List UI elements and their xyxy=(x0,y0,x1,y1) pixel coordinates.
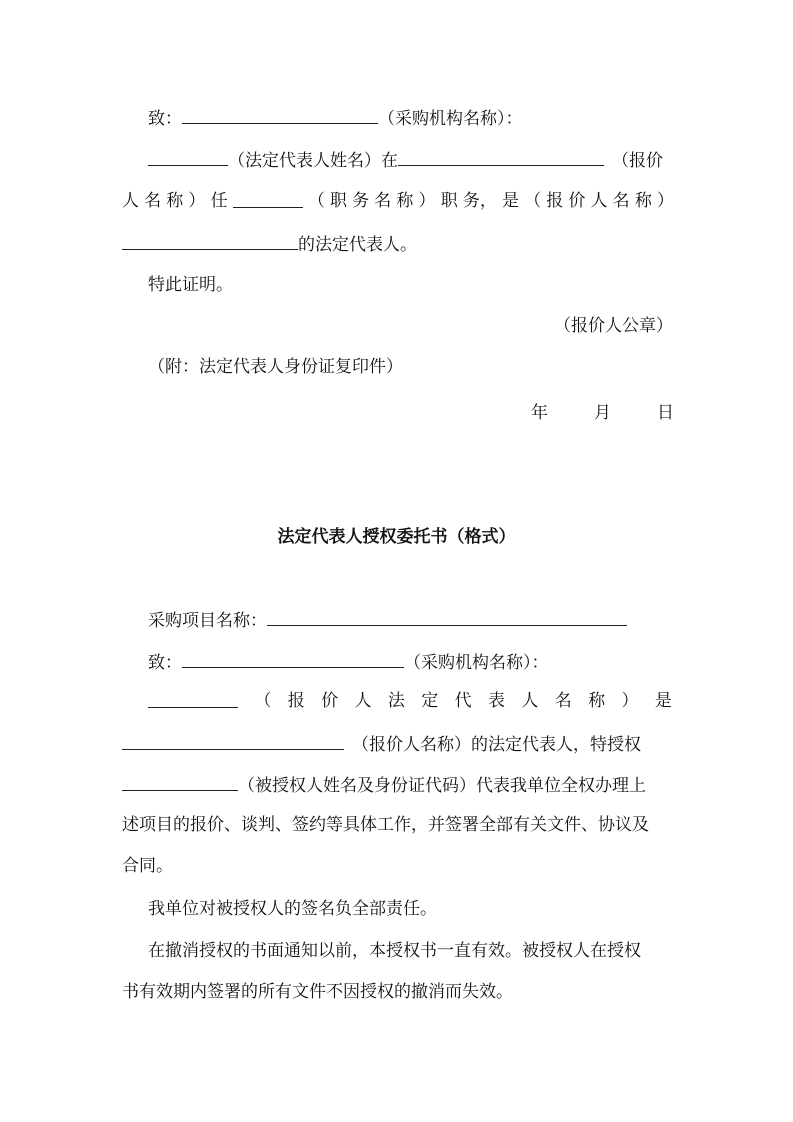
p2-m15: ） xyxy=(656,191,674,211)
auth-p2-suffix: （报价人名称）的法定代表人，特授权 xyxy=(352,735,641,755)
auth-p3-suffix: （被授权人姓名及身份证代码）代表我单位全权办理上 xyxy=(238,776,646,796)
attachment-note: （附：法定代表人身份证复印件） xyxy=(148,357,403,377)
a1-c10: 称 xyxy=(588,691,606,711)
a1-c9: 名 xyxy=(554,691,572,711)
rep-text-a: （法定代表人姓名）在 xyxy=(228,151,398,171)
p2-m6: 职 xyxy=(440,191,458,211)
to-line-1 xyxy=(148,106,523,130)
to-prefix: 致： xyxy=(148,109,182,129)
project-line xyxy=(148,608,627,632)
to-line-2 xyxy=(148,650,549,674)
authorized-person-blank[interactable] xyxy=(122,773,238,791)
seal-text: （报价人公章） xyxy=(554,316,673,336)
project-blank[interactable] xyxy=(267,608,627,626)
p2-m5: ） xyxy=(418,191,436,211)
p2-m3: 名 xyxy=(374,191,392,211)
to-suffix-2: （采购机构名称）： xyxy=(404,653,549,673)
auth-line-2 xyxy=(122,732,641,756)
auth-line-4: 述项目的报价、谈判、签约等具体工作，并签署全部有关文件、协议及 xyxy=(122,815,649,835)
rep-line-2 xyxy=(122,190,674,212)
validity-line-1: 在撤消授权的书面通知以前，本授权书一直有效。被授权人在授权 xyxy=(148,941,641,961)
a1-c2: 价 xyxy=(321,691,339,711)
to-prefix-2: 致： xyxy=(148,653,182,673)
a1-c8: 人 xyxy=(521,691,539,711)
a1-c0: （ xyxy=(254,691,272,711)
day-label: 日 xyxy=(657,403,674,423)
p2-m2: 务 xyxy=(352,191,370,211)
auth-line-5: 合同。 xyxy=(122,856,173,876)
auth-line-1 xyxy=(148,690,672,712)
a1-c12: 是 xyxy=(654,691,672,711)
p2-c2: 称 xyxy=(166,191,184,211)
to-suffix: （采购机构名称）： xyxy=(378,109,523,129)
month-label: 月 xyxy=(594,403,611,423)
validity-line-2: 书有效期内签署的所有文件不因授权的撤消而失效。 xyxy=(122,982,513,1002)
p2-m8: 是 xyxy=(501,191,519,211)
agency-blank-2[interactable] xyxy=(182,650,404,668)
p2-m13: 名 xyxy=(612,191,630,211)
p2-c4: 任 xyxy=(210,191,228,211)
auth-line-3 xyxy=(122,773,646,797)
p2-m0: （ xyxy=(307,191,325,211)
rep-name-blank[interactable] xyxy=(148,148,228,166)
a1-c1: 报 xyxy=(287,691,305,711)
a1-c6: 代 xyxy=(454,691,472,711)
agency-blank[interactable] xyxy=(182,106,378,124)
year-label: 年 xyxy=(531,403,548,423)
p2-m11: 价 xyxy=(568,191,586,211)
page-title: 法定代表人授权委托书（格式） xyxy=(277,527,516,547)
a1-c5: 定 xyxy=(421,691,439,711)
p2-m14: 称 xyxy=(634,191,652,211)
a1-c3: 人 xyxy=(354,691,372,711)
p2-m9: （ xyxy=(524,191,542,211)
rep-line-3 xyxy=(122,232,417,256)
rep-text-b: （报价 xyxy=(612,151,663,171)
legal-rep-blank[interactable] xyxy=(148,690,238,708)
project-label: 采购项目名称： xyxy=(148,611,267,631)
bidder-name-blank-2[interactable] xyxy=(122,732,344,750)
a1-c4: 法 xyxy=(387,691,405,711)
bidder-name-blank[interactable] xyxy=(122,232,298,250)
rep-suffix: 的法定代表人。 xyxy=(298,235,417,255)
p2-c0: 人 xyxy=(122,191,139,211)
rep-line-1 xyxy=(148,148,663,172)
a1-c11: ） xyxy=(621,691,639,711)
certify-text: 特此证明。 xyxy=(148,275,233,295)
a1-c7: 表 xyxy=(488,691,505,711)
p2-c1: 名 xyxy=(144,191,162,211)
p2-m1: 职 xyxy=(329,191,347,211)
position-blank[interactable] xyxy=(233,190,303,208)
p2-c3: ） xyxy=(188,191,206,211)
p2-m7: 务， xyxy=(462,191,497,211)
bidder-blank[interactable] xyxy=(398,148,604,166)
p2-m12: 人 xyxy=(590,191,608,211)
responsibility-text: 我单位对被授权人的签名负全部责任。 xyxy=(148,899,437,919)
p2-m4: 称 xyxy=(396,191,414,211)
p2-m10: 报 xyxy=(546,191,564,211)
